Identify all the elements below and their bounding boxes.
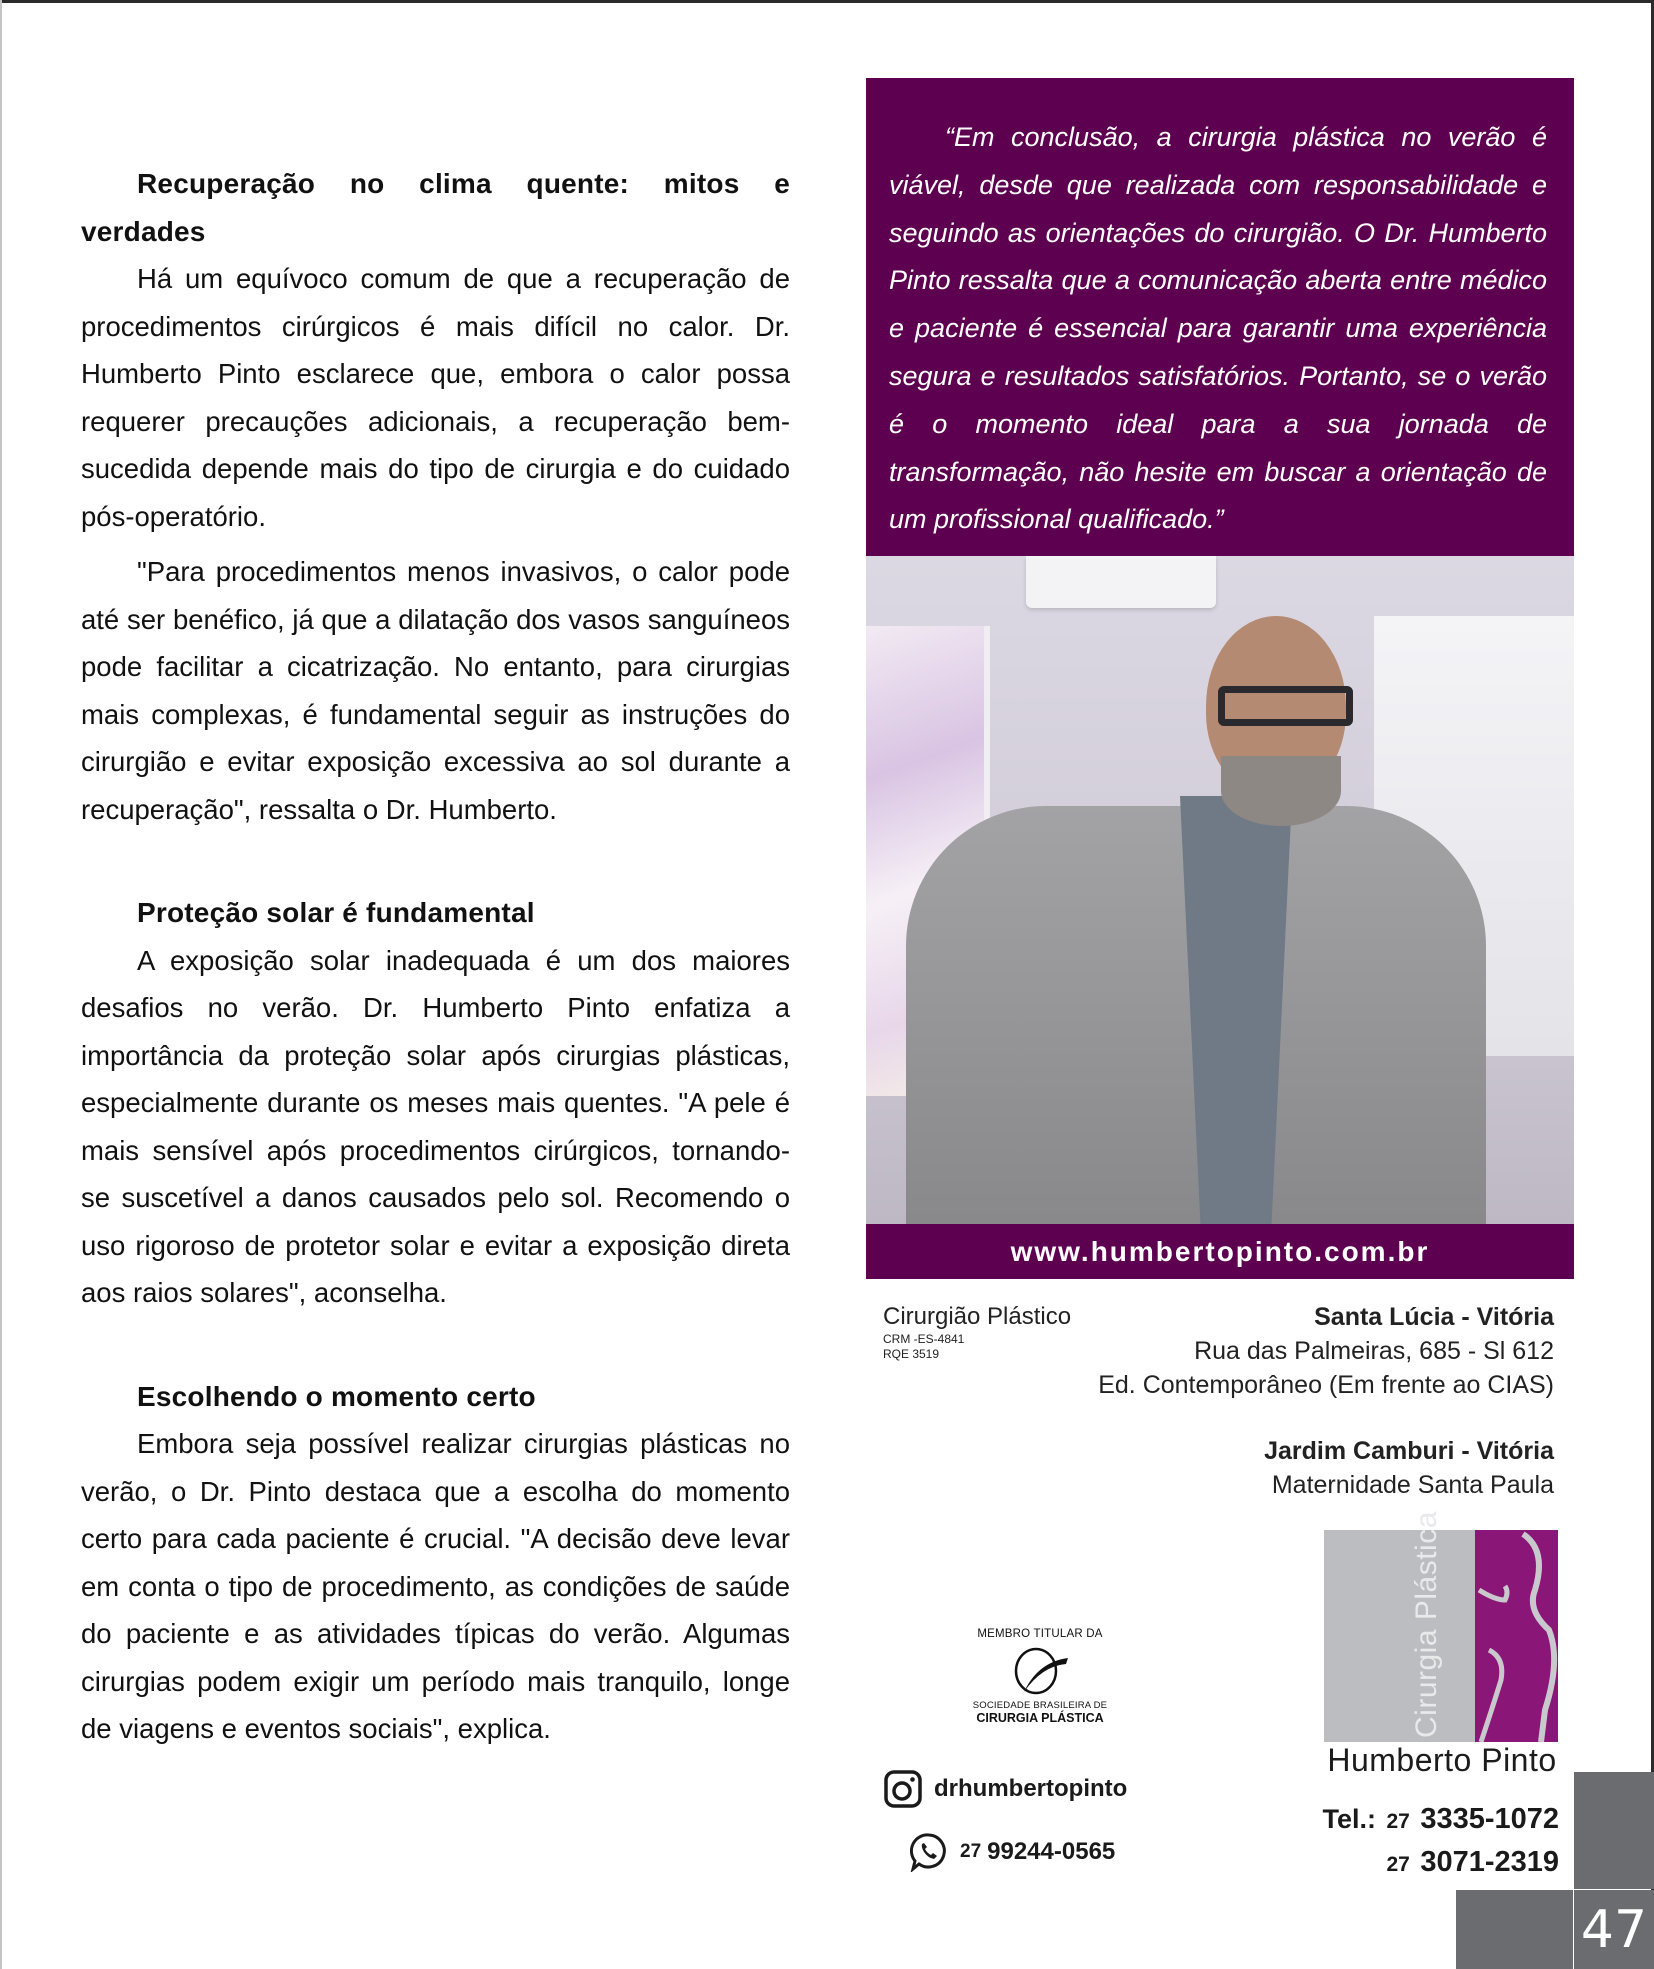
- logo-purple-panel: [1475, 1530, 1558, 1742]
- phone-row[interactable]: [1323, 1843, 1559, 1886]
- website-link[interactable]: www.humbertopinto.com.br: [1010, 1235, 1430, 1267]
- instagram-row[interactable]: [884, 1770, 1127, 1808]
- article-column: [81, 160, 790, 1753]
- sbcp-middle-text: SOCIEDADE BRASILEIRA DE: [972, 1700, 1108, 1711]
- instagram-icon: [884, 1770, 922, 1808]
- page-border-top: [0, 0, 1654, 3]
- phone-numbers: [1323, 1800, 1559, 1886]
- paragraph: A exposição solar inadequada é um dos maiores desafios no verão. Dr. Humberto Pinto enfatiza a importância da proteção solar após cirurgias plásticas, especialmente durante os meses mais quentes. "A pele é mais sensível após procedimentos cirúrgicos, tornando-se suscetível a danos causados pelo sol. Recomendo o uso rigoroso de protetor solar e evitar a exposição direta aos raios solares", aconselha.: [81, 944, 790, 1308]
- whatsapp-number[interactable]: 99244-0565: [987, 1838, 1116, 1865]
- website-band: [866, 1224, 1574, 1279]
- air-conditioner: [1026, 556, 1216, 608]
- brand-logo: [1324, 1511, 1558, 1742]
- phone-label: Tel.:: [1322, 1804, 1377, 1834]
- paragraph: Embora seja possível realizar cirurgias plásticas no verão, o Dr. Pinto destaca que a escolha do momento certo para cada paciente é crucial. "A decisão deve levar em conta o tipo de procedimento, as condições de saúde do paciente e as atividades típicas do verão. Algumas cirurgias podem exigir um período mais tranquilo, longe de viagens e eventos sociais", explica.: [81, 1428, 790, 1744]
- credentials: [883, 1302, 1071, 1362]
- corner-block-lower-left: [1456, 1890, 1573, 1969]
- whatsapp-icon: [910, 1832, 948, 1872]
- phone-row[interactable]: [1323, 1800, 1559, 1843]
- specialty: Cirurgião Plástico: [883, 1303, 1072, 1330]
- address-line: Ed. Contemporâneo (Em frente ao CIAS): [1098, 1371, 1554, 1399]
- whatsapp-ddd: 27: [960, 1841, 982, 1862]
- rqe-number: RQE 3519: [883, 1347, 940, 1361]
- location-name: Jardim Camburi - Vitória: [1264, 1437, 1554, 1465]
- doctor-beard: [1221, 756, 1341, 826]
- section-heading-right-moment: Escolhendo o momento certo: [137, 1380, 536, 1412]
- phone-number[interactable]: 3335-1072: [1420, 1803, 1559, 1835]
- logo-vertical-text: Cirurgia Plástica: [1410, 1511, 1443, 1738]
- pull-quote-text: “Em conclusão, a cirurgia plástica no verão é viável, desde que realizada com responsabilidade e seguindo as orientações do cirurgião. O Dr. Humberto Pinto ressalta que a comunicação aberta entre médico e paciente é essencial para garantir uma experiência segura e resultados satisfatórios. Portanto, se o verão é o momento ideal para a sua jornada de transformação, não hesite em buscar a orientação de um profissional qualificado.”: [889, 122, 1547, 535]
- pull-quote-box: [866, 78, 1574, 556]
- paragraph: Há um equívoco comum de que a recuperação de procedimentos cirúrgicos é mais difícil no calor. Dr. Humberto Pinto esclarece que, embora o calor possa requerer precauções adicionais, a recuperação bem-sucedida depende mais do tipo de cirurgia e do cuidado pós-operatório.: [81, 263, 790, 532]
- section-heading-sun-protection: Proteção solar é fundamental: [137, 897, 535, 928]
- social-contacts: [884, 1770, 1127, 1872]
- doctor-portrait-photo: [866, 556, 1574, 1224]
- page-number: 47: [1574, 1890, 1654, 1969]
- sbcp-bottom-text: CIRURGIA PLÁSTICA: [976, 1711, 1104, 1725]
- paragraph: "Para procedimentos menos invasivos, o calor pode até ser benéfico, já que a dilatação dos vasos sanguíneos pode facilitar a cicatrização. No entanto, para cirurgias mais complexas, é fundamental seguir as instruções do cirurgião e evitar exposição excessiva ao sol durante a recuperação", ressalta o Dr. Humberto.: [81, 556, 790, 825]
- phone-ddd: 27: [1386, 1853, 1410, 1876]
- sbcp-top-text: MEMBRO TITULAR DA: [977, 1628, 1103, 1640]
- eyeglasses: [1218, 686, 1353, 726]
- address-line: Maternidade Santa Paula: [1271, 1471, 1554, 1499]
- addresses: [1098, 1300, 1554, 1502]
- address-line: Rua das Palmeiras, 685 - Sl 612: [1194, 1337, 1554, 1365]
- logo-name: Humberto Pinto: [1327, 1742, 1557, 1778]
- logo-gray-panel: [1324, 1511, 1475, 1742]
- sbcp-logo-icon: [1008, 1644, 1072, 1696]
- whatsapp-row[interactable]: [910, 1832, 1127, 1872]
- phone-number[interactable]: 3071-2319: [1420, 1846, 1559, 1878]
- phone-ddd: 27: [1386, 1810, 1410, 1833]
- corner-block-upper: [1574, 1772, 1654, 1889]
- sbcp-member-badge: [970, 1628, 1110, 1725]
- instagram-handle[interactable]: drhumbertopinto: [934, 1775, 1128, 1802]
- crm-number: CRM -ES-4841: [883, 1332, 965, 1346]
- page-border-left: [0, 0, 2, 1969]
- section-heading-recovery: Recuperação no clima quente: mitos e verdades: [81, 168, 790, 247]
- body-silhouette-icon: [1475, 1530, 1558, 1742]
- location-name: Santa Lúcia - Vitória: [1314, 1303, 1554, 1331]
